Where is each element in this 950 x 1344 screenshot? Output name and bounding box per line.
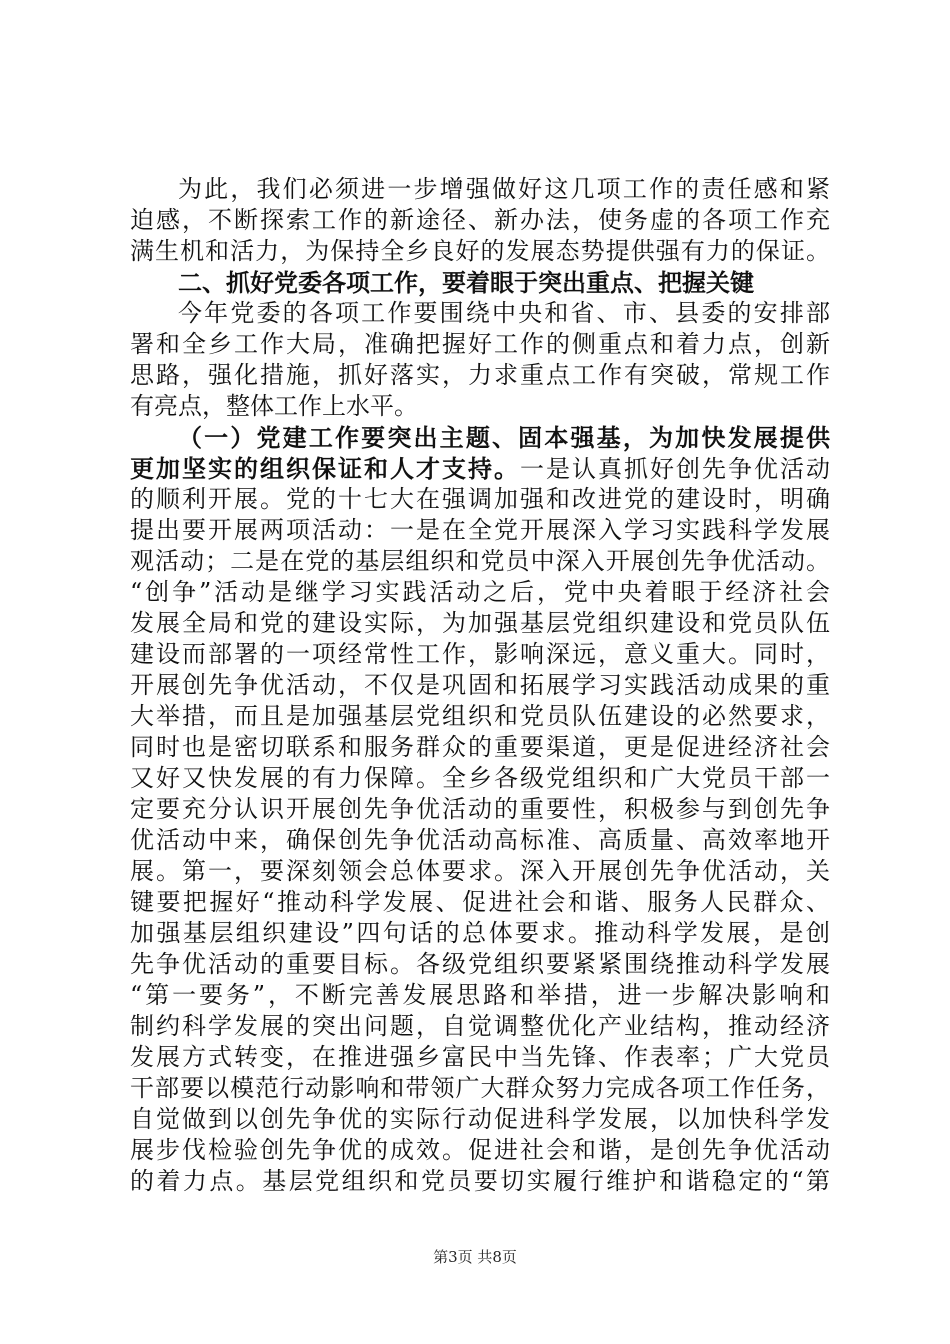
text-line: 自觉做到以创先争优的实际行动促进科学发展，以加快科学发 [130, 1105, 830, 1133]
text-line: 提出要开展两项活动：一是在全党开展深入学习实践科学发展 [130, 516, 830, 544]
text-line: 开展创先争优活动，不仅是巩固和拓展学习实践活动成果的重 [130, 671, 830, 699]
page-footer: 第3页 共8页 [433, 1248, 517, 1266]
text-line: 今年党委的各项工作要围绕中央和省、市、县委的安排部 [178, 299, 830, 327]
text-line: 同时也是密切联系和服务群众的重要渠道，更是促进经济社会 [130, 733, 830, 761]
text-run: 一是认真抓好创先争优活动 [520, 455, 830, 483]
text-line: 先争优活动的重要目标。各级党组织要紧紧围绕推动科学发展 [130, 950, 830, 978]
text-line: 迫感，不断探索工作的新途径、新办法，使务虚的各项工作充 [130, 206, 830, 234]
text-line: 建设而部署的一项经常性工作，影响深远，意义重大。同时， [130, 640, 830, 668]
text-line: 的顺利开展。党的十七大在强调加强和改进党的建设时，明确 [130, 485, 830, 513]
text-line: 思路，强化措施，抓好落实，力求重点工作有突破，常规工作 [130, 361, 830, 389]
document-body [130, 174, 830, 1197]
text-line: 键要把握好“推动科学发展、促进社会和谐、服务人民群众、 [130, 888, 830, 916]
text-line: 观活动；二是在党的基层组织和党员中深入开展创先争优活动。 [130, 547, 830, 575]
text-line [130, 453, 830, 484]
text-line: 发展全局和党的建设实际，为加强基层党组织建设和党员队伍 [130, 609, 830, 637]
paragraph-2 [130, 298, 830, 422]
text-line: 展步伐检验创先争优的成效。促进社会和谐，是创先争优活动 [130, 1136, 830, 1164]
text-line: 为此，我们必须进一步增强做好这几项工作的责任感和紧 [178, 175, 830, 203]
paragraph-3 [130, 422, 830, 1197]
subsection-heading-cont: 更加坚实的组织保证和人才支持。 [130, 454, 520, 483]
text-line: 又好又快发展的有力保障。全乡各级党组织和广大党员干部一 [130, 764, 830, 792]
text-line: 制约科学发展的突出问题，自觉调整优化产业结构，推动经济 [130, 1012, 830, 1040]
text-line: 的着力点。基层党组织和党员要切实履行维护和谐稳定的“第 [130, 1167, 830, 1195]
subsection-heading: （一）党建工作要突出主题、固本强基，为加快发展提供 [178, 423, 830, 452]
text-line: 加强基层组织建设”四句话的总体要求。推动科学发展，是创 [130, 919, 830, 947]
text-line: 大举措，而且是加强基层党组织和党员队伍建设的必然要求， [130, 702, 830, 730]
text-line: 展。第一，要深刻领会总体要求。深入开展创先争优活动，关 [130, 857, 830, 885]
text-line: 优活动中来，确保创先争优活动高标准、高质量、高效率地开 [130, 826, 830, 854]
section-heading: 二、抓好党委各项工作，要着眼于突出重点、把握关键 [178, 268, 754, 297]
text-line: 有亮点，整体工作上水平。 [130, 392, 418, 420]
text-line: 干部要以模范行动影响和带领广大群众努力完成各项工作任务， [130, 1074, 830, 1102]
text-line: “第一要务”，不断完善发展思路和举措，进一步解决影响和 [130, 981, 830, 1009]
text-line: 定要充分认识开展创先争优活动的重要性，积极参与到创先争 [130, 795, 830, 823]
paragraph-1 [130, 174, 830, 267]
text-line: 发展方式转变，在推进强乡富民中当先锋、作表率；广大党员 [130, 1043, 830, 1071]
text-line: “创争”活动是继学习实践活动之后，党中央着眼于经济社会 [130, 578, 830, 606]
text-line: 署和全乡工作大局，准确把握好工作的侧重点和着力点，创新 [130, 330, 830, 358]
text-line: 满生机和活力，为保持全乡良好的发展态势提供强有力的保证。 [130, 237, 830, 265]
